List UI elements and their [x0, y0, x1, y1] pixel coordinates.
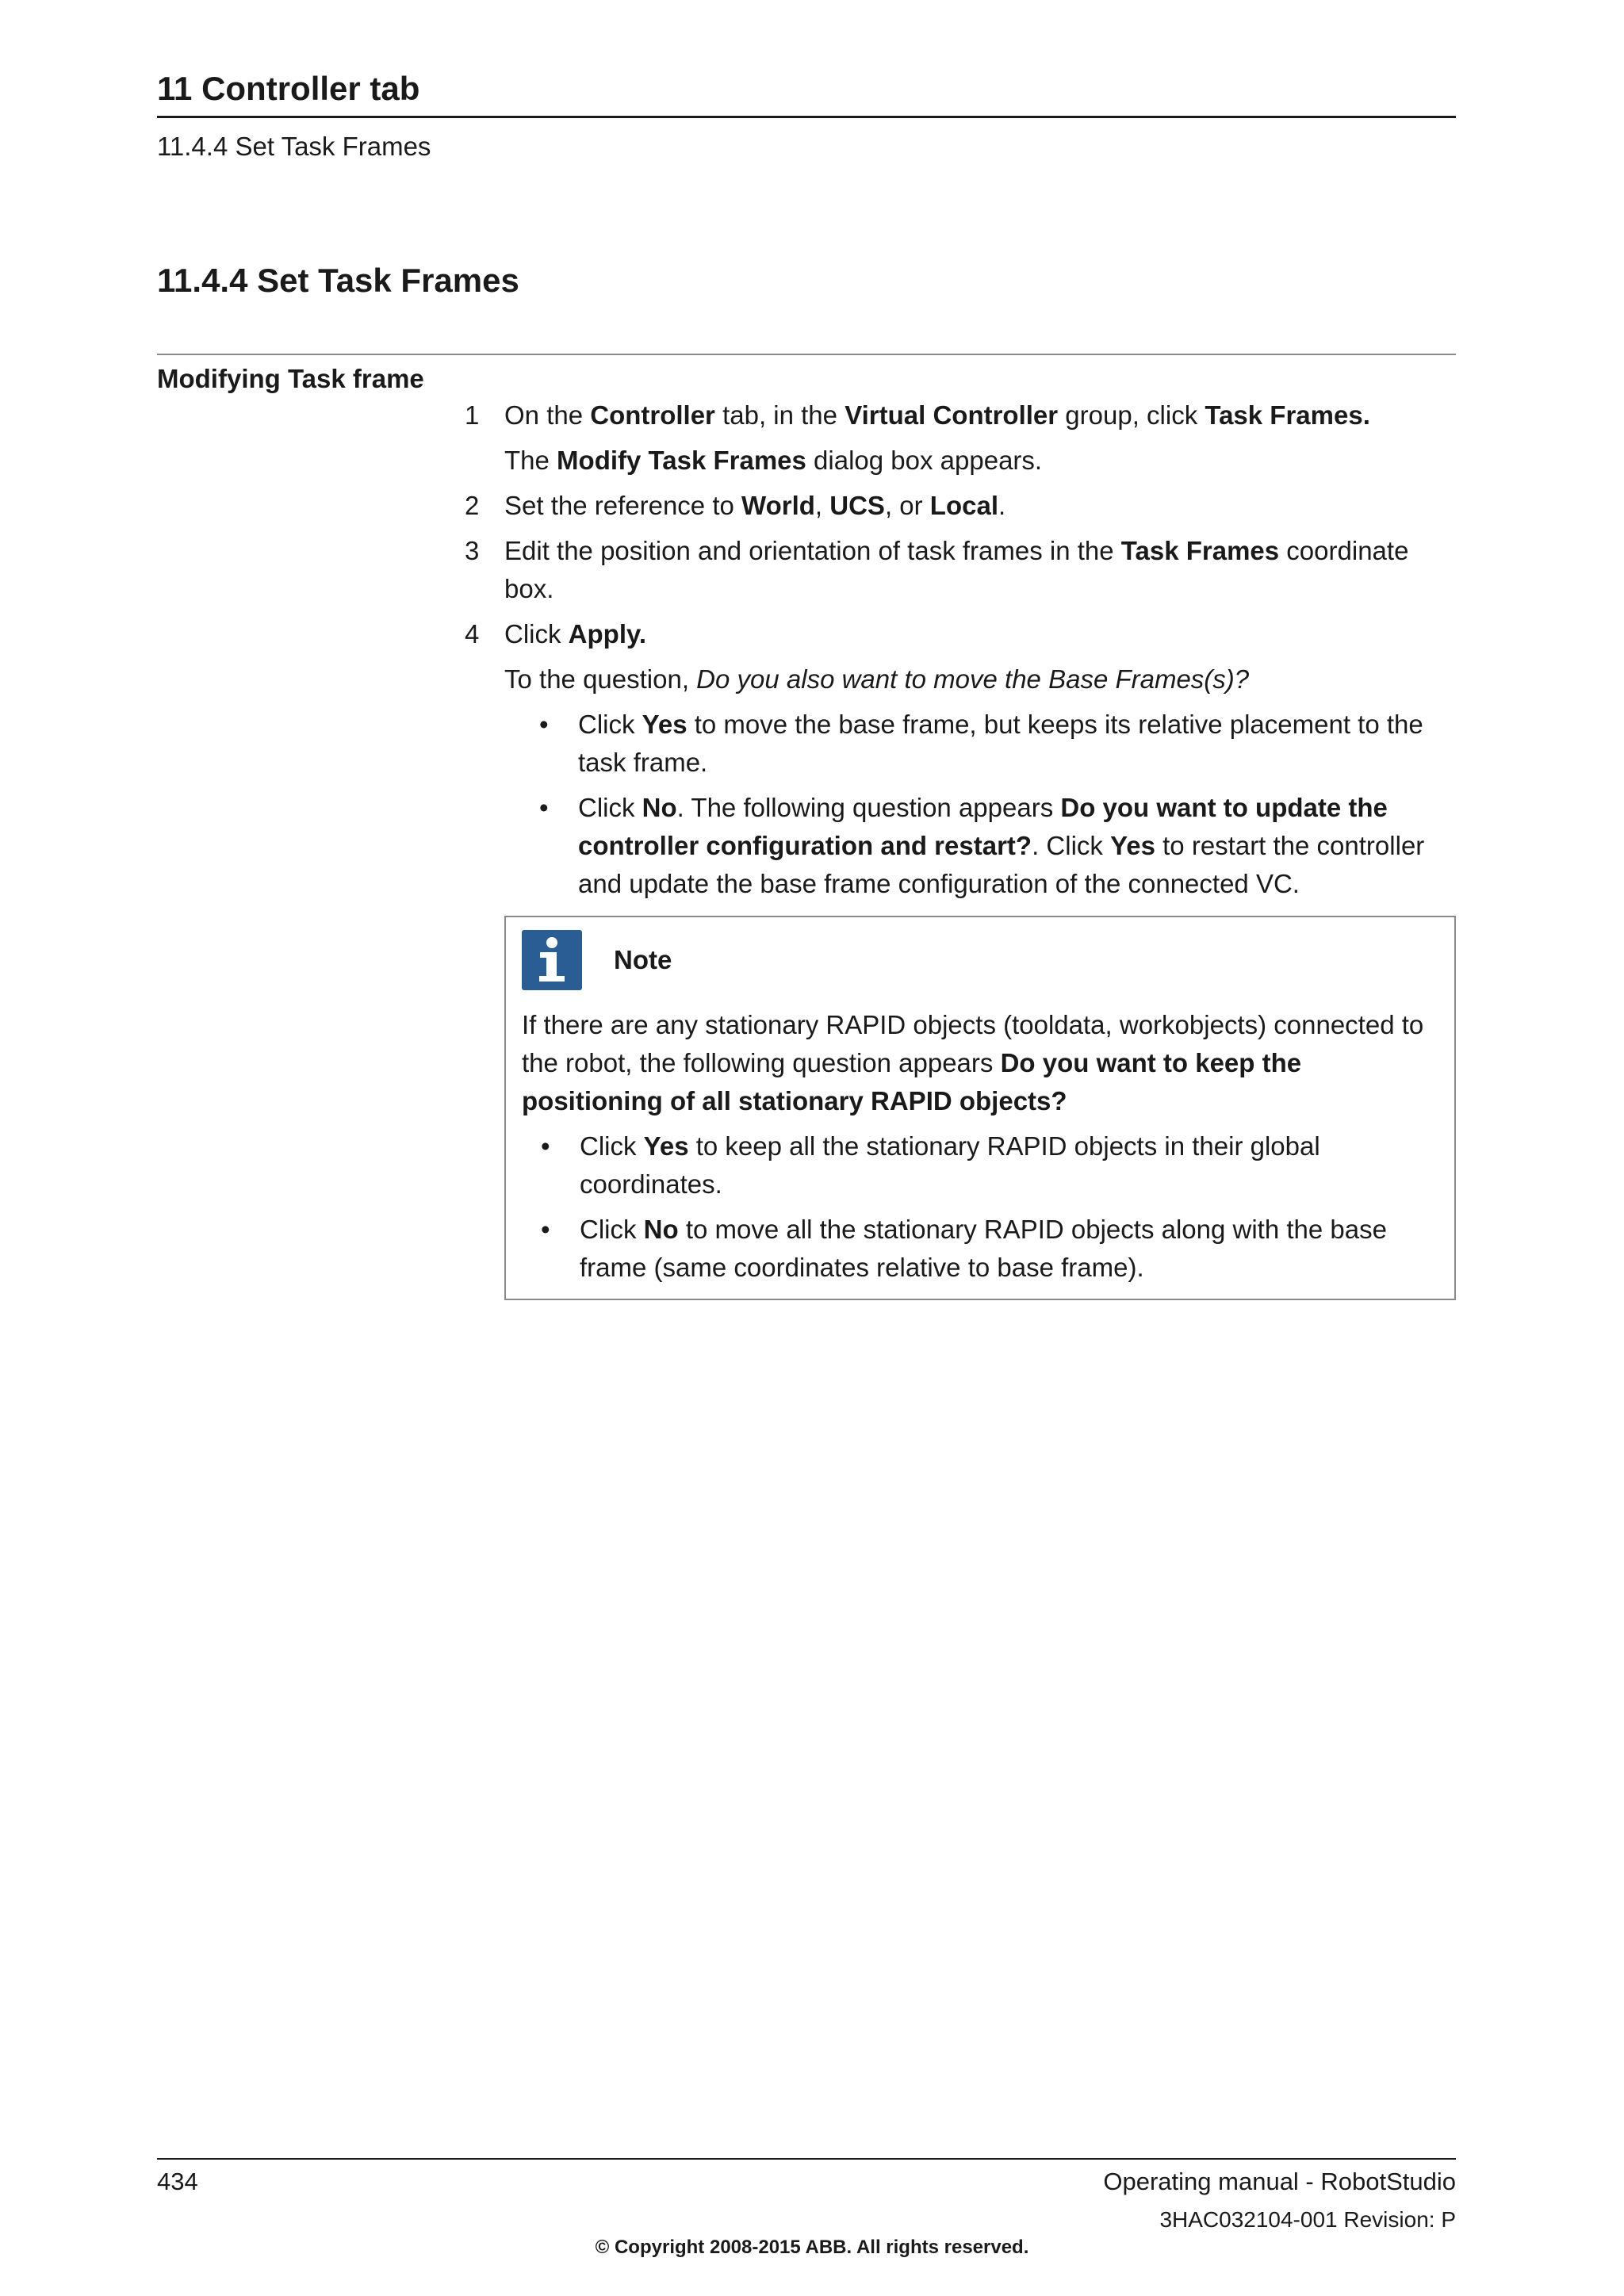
procedure-step — [465, 532, 1456, 608]
list-item: • Click No to move all the stationary RAPID objects along with the base frame (same coordinates relative to base frame). — [522, 1211, 1445, 1287]
procedure-step — [465, 487, 1456, 525]
note-title: Note — [614, 945, 672, 974]
page-header — [157, 67, 1456, 164]
step-number: 4 — [465, 619, 480, 649]
list-item: • Click No. The following question appears Do you want to update the controller configuration and restart?. Click Yes to restart the controller and update the base frame configuration of the connected VC. — [504, 789, 1456, 903]
step-number: 1 — [465, 400, 480, 430]
step-text: On the Controller tab, in the Virtual Controller group, click Task Frames. — [504, 400, 1370, 430]
info-icon — [522, 930, 582, 990]
step-text: Set the reference to World, UCS, or Local. — [504, 491, 1006, 520]
step-number: 3 — [465, 536, 480, 565]
section-divider — [157, 354, 1456, 355]
page-number: 434 — [157, 2168, 198, 2195]
copyright-notice: © Copyright 2008-2015 ABB. All rights reserved. — [595, 2237, 1029, 2258]
note-header — [522, 930, 1445, 990]
option-list — [504, 706, 1456, 903]
procedure-step — [465, 615, 1456, 903]
step-result: The Modify Task Frames dialog box appears. — [504, 446, 1043, 475]
manual-title: Operating manual - RobotStudio — [1103, 2168, 1456, 2195]
section-title: 11.4.4 Set Task Frames — [157, 262, 519, 299]
note-option-list — [522, 1127, 1445, 1287]
page-footer — [157, 2158, 1456, 2236]
running-head: 11.4.4 Set Task Frames — [157, 132, 431, 161]
note-body: If there are any stationary RAPID objects (tooldata, workobjects) connected to the robot, the following question appears Do you want to keep the positioning of all stationary RAPID objects? — [522, 1010, 1424, 1115]
document-id: 3HAC032104-001 Revision: P — [1159, 2207, 1456, 2232]
step-text: Edit the position and orientation of task frames in the Task Frames coordinate box. — [504, 536, 1409, 603]
step-number: 2 — [465, 491, 480, 520]
step-question: To the question, Do you also want to move the Base Frames(s)? — [504, 664, 1250, 694]
bullet-dot: • — [541, 1215, 550, 1244]
side-heading: Modifying Task frame — [157, 364, 424, 393]
procedure-content — [465, 396, 1456, 1300]
bullet-dot: • — [539, 710, 549, 739]
footer-row — [157, 2164, 1456, 2199]
bullet-dot: • — [541, 1131, 550, 1161]
list-item: • Click Yes to keep all the stationary RAPID objects in their global coordinates. — [522, 1127, 1445, 1203]
note-box — [504, 916, 1456, 1300]
list-item: • Click Yes to move the base frame, but keeps its relative placement to the task frame. — [504, 706, 1456, 782]
bullet-dot: • — [539, 793, 549, 822]
procedure-step — [465, 396, 1456, 480]
step-text: Click Apply. — [504, 619, 647, 649]
chapter-title: 11 Controller tab — [157, 67, 1456, 118]
